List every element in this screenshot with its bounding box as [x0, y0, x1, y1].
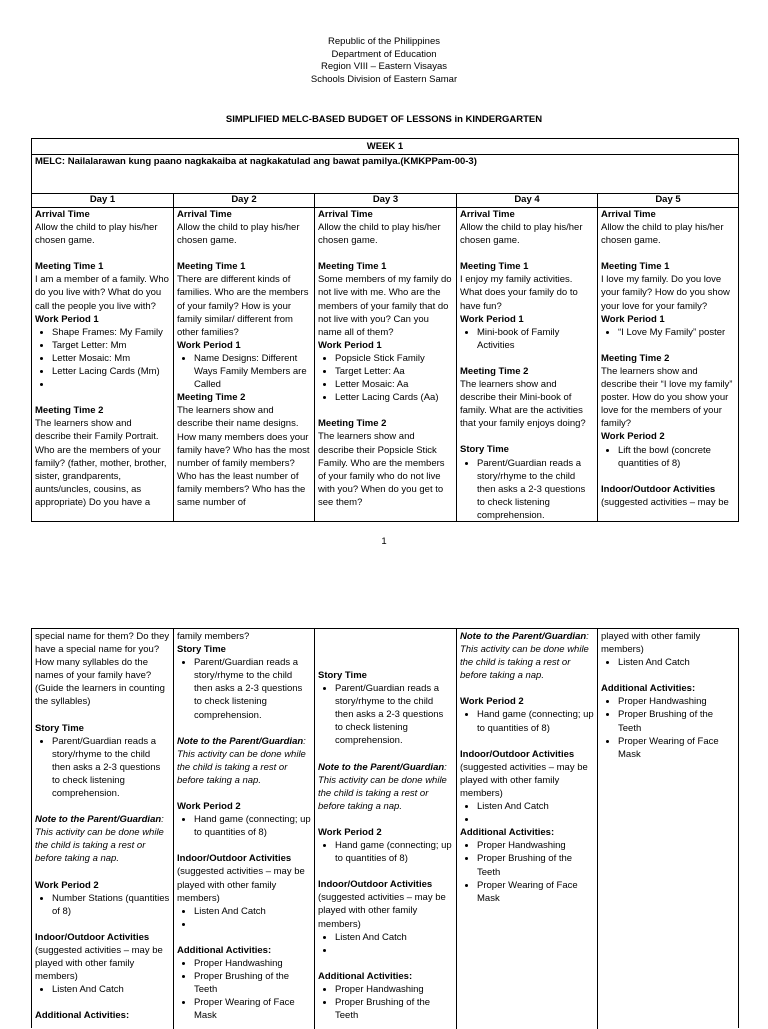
day-1-continued: special name for them? Do they have a special name for you? How many syllables do the names of your family have?(Guide the learners in counting the syllables) Story Time • Parent/Guardian reads a story/rhyme to the child then asks a 2-3 questions to check listening comprehension. Note to the Parent/Guardian: This activity can be done while the child is taking a rest or before taking a nap. Work Period 2 • Number Stations (quantities of 8) Indoor/Outdoor Activities (suggested activities – may be played with other family members) • Listen And Catch Additional Activities: — [32, 629, 174, 1029]
header-line-1: Republic of the Philippines — [328, 36, 440, 47]
list-item: • Parent/Guardian reads a story/rhyme to the child then asks a 2-3 questions to check listening comprehension. — [335, 682, 453, 747]
list-item — [52, 378, 170, 391]
list-item: • Proper Wearing of Face Mask — [477, 879, 594, 905]
list-item: • Listen And Catch — [335, 931, 453, 944]
list-item — [335, 944, 453, 957]
day-4-continued: Note to the Parent/Guardian: This activity can be done while the child is taking a rest or before taking a nap. Work Period 2 • Hand game (connecting; up to quantities of 8) Indoor/Outdoor Activities (suggested activities – may be played with other family members) • Listen And Catch • Additional Activities: • Proper Handwashing • Proper Brushing of the Teeth • Proper Wearing of Face Mask — [457, 629, 598, 1029]
day-2-cell: Arrival Time Allow the child to play his/her chosen game. Meeting Time 1 There are different kinds of families. Who are the members of your family? How is your family similar/ different from other families? Work Period 1 • Name Designs: Different Ways Family Members are Called Meeting Time 2 The learners show and describe their name designs. How many members does your family have? Who has the most number of family members? Who has the least number of family members? Who has the same number of — [174, 207, 315, 521]
list-item — [194, 918, 311, 931]
header-line-2: Department of Education — [331, 48, 437, 60]
list-item: • Hand game (connecting; up to quantities of 8) — [335, 839, 453, 865]
list-item: • Hand game (connecting; up to quantities of 8) — [194, 813, 311, 839]
day-5-continued: played with other family members) • Listen And Catch Additional Activities: • Proper Handwashing • Proper Brushing of the Teeth • Proper Wearing of Face Mask — [598, 629, 738, 1029]
list-item — [477, 813, 594, 826]
list-item: • Popsicle Stick Family — [335, 352, 453, 365]
list-item: • “I Love My Family” poster — [618, 326, 735, 339]
list-item: • Parent/Guardian reads a story/rhyme to the child then asks a 2-3 questions to check listening comprehension. — [52, 735, 170, 800]
day-1-cell: Arrival Time Allow the child to play his/her chosen game. Meeting Time 1 I am a member of a family. Who do you live with? What do you call the people you live with? Work Period 1 • Shape Frames: My Family • Target Letter: Mm • Letter Mosaic: Mm • Letter Lacing Cards (Mm) • Meeting Time 2 The learners show and describe their Family Portrait. Who are the members of your family? (father, mother, brother, sister, grandparents, aunts/uncles, cousins, as appropriate) Do you have a — [32, 207, 174, 521]
header-line-3: Region VIII – Eastern Visayas — [320, 61, 448, 72]
day-5-cell: Arrival Time Allow the child to play his/her chosen game. Meeting Time 1 I love my family. Do you love your family? How do you show your love for your family? Work Period 1 • “I Love My Family” poster Meeting Time 2 The learners show and describe their “I love my family” poster. How do you show your love for the members of your family? Work Period 2 • Lift the bowl (concrete quantities of 8) Indoor/Outdoor Activities (suggested activities – may be — [598, 207, 738, 521]
list-item: • Letter Lacing Cards (Mm) — [52, 365, 170, 378]
list-item: • Proper Handwashing — [335, 983, 453, 996]
list-item: • Proper Handwashing — [194, 957, 311, 970]
week-row: WEEK 1 — [366, 141, 404, 152]
day-header-1: Day 1 — [32, 193, 174, 207]
header-line-4: Schools Division of Eastern Samar — [310, 73, 458, 85]
day-2-continued: family members? Story Time • Parent/Guardian reads a story/rhyme to the child then asks a 2-3 questions to check listening comprehension. Note to the Parent/Guardian: This activity can be done while the child is taking a rest or before taking a nap. Work Period 2 • Hand game (connecting; up to quantities of 8) Indoor/Outdoor Activities (suggested activities – may be played with other family members) • Listen And Catch • Additional Activities: • Proper Handwashing • Proper Brushing of the Teeth • Proper Wearing of Face Mask — [174, 629, 315, 1029]
list-item: • Number Stations (quantities of 8) — [52, 892, 170, 918]
list-item: • Listen And Catch — [477, 800, 594, 813]
day-3-continued: Story Time • Parent/Guardian reads a story/rhyme to the child then asks a 2-3 questions to check listening comprehension. Note to the Parent/Guardian: This activity can be done while the child is taking a rest or before taking a nap. Work Period 2 • Hand game (connecting; up to quantities of 8) Indoor/Outdoor Activities (suggested activities – may be played with other family members) • Listen And Catch • Additional Activities: • Proper Handwashing • Proper Brushing of the Teeth — [315, 629, 457, 1029]
list-item: • Proper Handwashing — [477, 839, 594, 852]
list-item: • Proper Wearing of Face Mask — [194, 996, 311, 1022]
lesson-table-page-2 — [31, 628, 739, 1028]
list-item: • Letter Mosaic: Aa — [335, 378, 453, 391]
day-4-cell: Arrival Time Allow the child to play his/her chosen game. Meeting Time 1 I enjoy my family activities. What does your family do to have fun? Work Period 1 • Mini-book of Family Activities Meeting Time 2 The learners show and describe their Mini-book of family. What are the activities that your family enjoys doing? Story Time • Parent/Guardian reads a story/rhyme to the child then asks a 2-3 questions to check listening comprehension. — [457, 207, 598, 521]
list-item: • Hand game (connecting; up to quantities of 8) — [477, 708, 594, 734]
day-header-5: Day 5 — [655, 194, 681, 205]
list-item: • Listen And Catch — [194, 905, 311, 918]
melc-row: MELC: Nailalarawan kung paano nagkakaiba at nagkakatulad ang bawat pamilya.(KMKPPam-00-3) — [35, 156, 477, 167]
document-title: SIMPLIFIED MELC-BASED BUDGET OF LESSONS in KINDERGARTEN — [225, 114, 543, 125]
list-item: • Proper Brushing of the Teeth — [194, 970, 311, 996]
list-item: • Listen And Catch — [52, 983, 170, 996]
list-item: • Proper Handwashing — [618, 695, 735, 708]
list-item: • Listen And Catch — [618, 656, 735, 669]
list-item: • Target Letter: Mm — [52, 339, 170, 352]
list-item: • Parent/Guardian reads a story/rhyme to the child then asks a 2-3 questions to check listening comprehension. — [194, 656, 311, 721]
list-item: • Name Designs: Different Ways Family Members are Called — [194, 352, 311, 391]
list-item: • Lift the bowl (concrete quantities of 8) — [618, 444, 735, 470]
day-3-cell: Arrival Time Allow the child to play his/her chosen game. Meeting Time 1 Some members of my family do not live with me. Who are the members of your family that do not live with you? Can you name all of them? Work Period 1 • Popsicle Stick Family • Target Letter: Aa • Letter Mosaic: Aa • Letter Lacing Cards (Aa) Meeting Time 2 The learners show and describe their Popsicle Stick Family. Who are the members of your family who do not live with you? When do you get to see them? — [315, 207, 457, 521]
day-header-3: Day 3 — [315, 193, 457, 207]
list-item: • Proper Brushing of the Teeth — [335, 996, 453, 1022]
list-item: • Parent/Guardian reads a story/rhyme to the child then asks a 2-3 questions to check listening comprehension. — [477, 457, 594, 522]
day-header-2: Day 2 — [174, 193, 315, 207]
list-item: • Proper Brushing of the Teeth — [618, 708, 735, 734]
list-item: • Target Letter: Aa — [335, 365, 453, 378]
list-item: • Proper Wearing of Face Mask — [618, 735, 735, 761]
list-item: • Mini-book of Family Activities — [477, 326, 594, 352]
page-number: 1 — [381, 536, 387, 547]
lesson-table-page-1 — [31, 138, 739, 522]
list-item: • Shape Frames: My Family — [52, 326, 170, 339]
day-header-4: Day 4 — [457, 193, 598, 207]
list-item: • Letter Lacing Cards (Aa) — [335, 391, 453, 404]
list-item: • Proper Brushing of the Teeth — [477, 852, 594, 878]
list-item: • Letter Mosaic: Mm — [52, 352, 170, 365]
